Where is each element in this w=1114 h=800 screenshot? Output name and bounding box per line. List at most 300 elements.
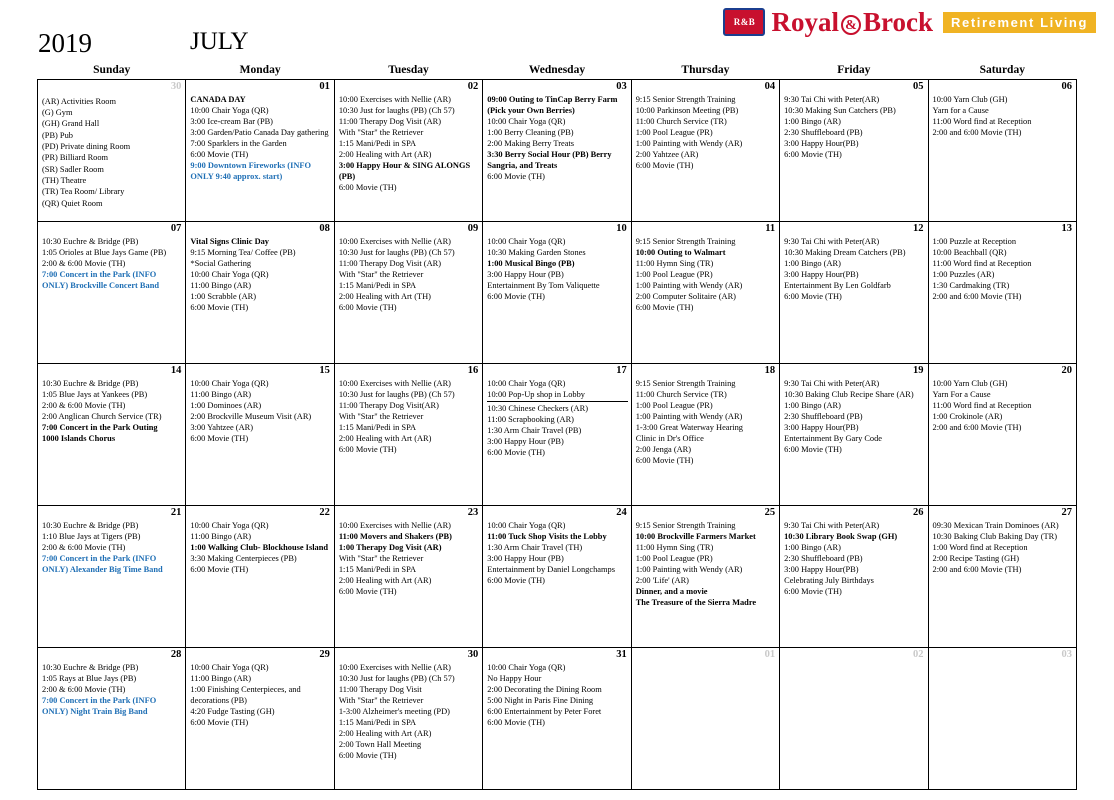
event-item: 10:30 Baking Club Recipe Share (AR) [784, 389, 914, 399]
day-event-list [483, 93, 630, 185]
page-header [0, 0, 1114, 62]
event-item: 1:15 Mani/Pedi in SPA [338, 564, 417, 574]
calendar-day-cell[interactable] [631, 80, 779, 222]
event-item: 2:00 Jenga (AR) [635, 445, 692, 455]
day-event-list [335, 519, 482, 600]
event-item: 2:00 Making Berry Treats [487, 138, 575, 148]
event-item: 10:30 Making Garden Stones [487, 247, 586, 257]
event-item: 10:00 Chair Yoga (QR) [190, 662, 269, 672]
event-item: 3:00 Garden/Patio Canada Day gathering [190, 127, 329, 137]
day-number: 20 [1061, 365, 1072, 376]
event-item: 3:00 Yahtzee (AR) [190, 422, 253, 432]
calendar-day-cell[interactable] [928, 648, 1076, 790]
calendar-day-cell[interactable] [780, 364, 928, 506]
event-item: 1:15 Mani/Pedi in SPA [338, 280, 417, 290]
event-item: 1:00 Painting with Wendy (AR) [635, 280, 743, 290]
day-event-list [632, 519, 779, 611]
event-item: 1:00 Pool League (PR) [635, 269, 713, 279]
legend-item: (GH) Grand Hall [42, 119, 100, 129]
calendar-week-row [38, 364, 1077, 506]
event-item: 10:30 Just for laughs (PB) (Ch 57) [338, 389, 455, 399]
event-item: 6:00 Movie (TH) [635, 456, 694, 466]
day-event-list [483, 661, 630, 731]
event-item: 10:00 Exercises with Nellie (AR) [338, 236, 451, 246]
event-item: Celebrating July Birthdays [784, 576, 874, 586]
day-event-list [38, 377, 185, 447]
event-item: 1:15 Mani/Pedi in SPA [338, 422, 417, 432]
event-item: 10:00 Outing to Walmart [635, 247, 726, 257]
day-event-list [929, 377, 1076, 435]
event-item: 6:00 Entertainment by Peter Foret [487, 706, 602, 716]
day-number: 05 [913, 81, 924, 92]
event-item: 2:00 Brockville Museum Visit (AR) [190, 411, 312, 421]
event-item: 1:00 Musical Bingo (PB) [487, 258, 575, 268]
calendar-day-cell[interactable] [483, 648, 631, 790]
day-event-list [335, 661, 482, 764]
event-item: 9:30 Tai Chi with Peter(AR) [784, 378, 880, 388]
event-item: 1:00 Bingo (AR) [784, 258, 841, 268]
event-item: 6:00 Movie (TH) [487, 718, 545, 728]
event-item: Entertainment By Len Goldfarb [784, 280, 891, 290]
calendar-day-cell[interactable] [334, 80, 482, 222]
calendar-day-cell[interactable] [483, 80, 631, 222]
calendar-day-cell[interactable] [780, 222, 928, 364]
event-item: 2:00 & 6:00 Movie (TH) [42, 400, 126, 410]
event-item: 1:00 Painting with Wendy (AR) [635, 564, 743, 574]
legend-item: (AR) Activities Room [42, 96, 116, 106]
event-item: Vital Signs Clinic Day [190, 236, 269, 246]
legend-item: (PD) Private dining Room [42, 141, 131, 151]
calendar-day-cell[interactable] [631, 506, 779, 648]
day-event-list [483, 377, 630, 461]
event-item: 1-3:00 Great Waterway Hearing [635, 422, 743, 432]
calendar-day-cell[interactable] [186, 648, 334, 790]
event-item: 9:15 Senior Strength Training [635, 236, 736, 246]
event-item: 10:00 Chair Yoga (QR) [190, 105, 269, 115]
legend-item: (QR) Quiet Room [42, 198, 103, 208]
event-item: 2:00 & 6:00 Movie (TH) [42, 542, 126, 552]
dayname-thursday: Thursday [631, 62, 779, 80]
event-item: 10:00 Chair Yoga (QR) [190, 378, 269, 388]
event-item: 2:30 Shuffleboard (PB) [784, 411, 863, 421]
event-item: 10:00 Chair Yoga (QR) [190, 520, 269, 530]
day-event-list [186, 235, 333, 316]
event-item: 6:00 Movie (TH) [487, 576, 545, 586]
event-item: 6:00 Movie (TH) [190, 718, 249, 728]
event-item: 1:30 Arm Chair Travel (TH) [487, 542, 583, 552]
day-event-list [780, 235, 927, 305]
event-item: 3:00 Happy Hour(PB) [784, 138, 859, 148]
calendar-day-cell[interactable] [334, 222, 482, 364]
event-item: 2:00 Anglican Church Service (TR) [42, 411, 162, 421]
event-item: 9:15 Senior Strength Training [635, 378, 736, 388]
event-item: 10:00 Chair Yoga (QR) [190, 269, 269, 279]
crest-icon: R&B [723, 8, 765, 36]
event-item: 1:30 Cardmaking (TR) [932, 280, 1010, 290]
calendar-day-cell[interactable] [334, 506, 482, 648]
event-item: 6:00 Movie (TH) [635, 303, 694, 313]
event-item: 3:00 Happy Hour (PB) [487, 437, 564, 447]
event-item: 9:30 Tai Chi with Peter(AR) [784, 520, 880, 530]
event-item: 2:00 & 6:00 Movie (TH) [42, 684, 126, 694]
day-event-list [186, 519, 333, 577]
calendar-day-cell[interactable] [780, 648, 928, 790]
event-item: 1:00 Walking Club- Blockhouse Island [190, 542, 329, 552]
event-item: 6:00 Movie (TH) [487, 292, 545, 302]
event-item: 11:00 Bingo (AR) [190, 531, 252, 541]
event-item: 7:00 Concert in the Park Outing [42, 422, 158, 432]
event-item: 10:00 Beachball (QR) [932, 247, 1007, 257]
event-item: 2:00 Yahtzee (AR) [635, 150, 699, 160]
event-item: 3:00 Ice-cream Bar (PB) [190, 116, 273, 126]
day-number: 10 [616, 223, 627, 234]
event-item: 2:00 Healing with Art (AR) [338, 150, 432, 160]
event-item: 11:00 Tuck Shop Visits the Lobby [487, 531, 607, 541]
event-item: 1:30 Arm Chair Travel (PB) [487, 425, 582, 435]
day-number: 21 [170, 507, 182, 518]
event-item: 6:00 Movie (TH) [190, 564, 249, 574]
day-number: 13 [1061, 223, 1072, 234]
calendar-week-row [38, 222, 1077, 364]
day-event-list [929, 519, 1076, 577]
event-item: 6:00 Movie (TH) [190, 303, 249, 313]
event-item: 7:00 Concert in the Park (INFO ONLY) Night Train Big Band [42, 695, 157, 716]
event-item: 11:00 Word find at Reception [932, 116, 1032, 126]
event-item: 6:00 Movie (TH) [338, 303, 397, 313]
event-item: Dinner, and a movie [635, 587, 708, 597]
event-item: Clinic in Dr's Office [635, 434, 704, 444]
event-item: 3:00 Happy Hour(PB) [784, 269, 859, 279]
event-item: 2:00 Healing with Art (AR) [338, 576, 432, 586]
event-item: 11:00 Bingo (AR) [190, 389, 252, 399]
calendar-week-row [38, 506, 1077, 648]
event-item: 10:30 Euchre & Bridge (PB) [42, 520, 139, 530]
event-item: 11:00 Bingo (AR) [190, 280, 252, 290]
event-item: 9:00 Downtown Fireworks (INFO ONLY 9:40 approx. start) [190, 161, 312, 182]
event-item: 1:05 Blue Jays at Yankees (PB) [42, 389, 148, 399]
day-number: 26 [913, 507, 924, 518]
event-item: 2:00 Healing with Art (AR) [338, 434, 432, 444]
brand-ampersand-icon: & [841, 15, 861, 35]
calendar-day-cell[interactable] [928, 364, 1076, 506]
brand-wordmark [771, 6, 933, 37]
event-item: 11:00 Hymn Sing (TR) [635, 258, 714, 268]
day-event-list [483, 235, 630, 305]
event-item: 2:00 Computer Solitaire (AR) [635, 292, 736, 302]
day-number: 09 [467, 223, 479, 234]
day-number: 07 [170, 223, 182, 234]
event-item: 1:05 Orioles at Blue Jays Game (PB) [42, 247, 167, 257]
day-number: 29 [319, 649, 330, 660]
event-item: 1:00 Bingo (AR) [784, 116, 841, 126]
calendar-month: JULY [190, 28, 249, 55]
day-number: 14 [170, 365, 182, 376]
event-item: 9:15 Senior Strength Training [635, 94, 736, 104]
event-item: 6:00 Movie (TH) [190, 434, 249, 444]
event-item: 10:30 Making Dream Catchers (PB) [784, 247, 906, 257]
day-number: 22 [319, 507, 330, 518]
event-item: 10:30 Euchre & Bridge (PB) [42, 378, 139, 388]
event-item: 10:30 Euchre & Bridge (PB) [42, 662, 139, 672]
event-item: 10:00 Exercises with Nellie (AR) [338, 662, 451, 672]
legend-item: (PR) Billiard Room [42, 153, 109, 163]
calendar-day-cell[interactable] [631, 364, 779, 506]
event-item: 6:00 Movie (TH) [338, 445, 397, 455]
event-item: 11:00 Church Service (TR) [635, 389, 727, 399]
event-item: 11:00 Word find at Reception [932, 400, 1032, 410]
event-item: 1:00 Scrabble (AR) [190, 292, 257, 302]
event-item: 1:00 Puzzle at Reception [932, 236, 1017, 246]
event-item: 1:00 Bingo (AR) [784, 542, 841, 552]
calendar-grid [37, 62, 1077, 790]
event-item: 6:00 Movie (TH) [784, 587, 842, 597]
event-item: 10:00 Parkinson Meeting (PB) [635, 105, 739, 115]
event-item: 10:00 Yarn Club (GH) [932, 378, 1008, 388]
day-number: 16 [467, 365, 479, 376]
calendar-header-row [38, 62, 1077, 80]
event-item: 10:30 Chinese Checkers (AR) [487, 403, 588, 413]
event-item: 1:00 Finishing Centerpieces, and decorations (PB) [190, 684, 301, 705]
dayname-sunday: Sunday [38, 62, 186, 80]
event-item: 09:00 Outing to TinCap Berry Farm (Pick your Own Berries) [487, 94, 618, 115]
event-item: 7:00 Concert in the Park (INFO ONLY) Brockville Concert Band [42, 269, 160, 290]
event-item: 6:00 Movie (TH) [338, 183, 397, 193]
event-item: 10:30 Making Sun Catchers (PB) [784, 105, 896, 115]
event-item: 6:00 Movie (TH) [338, 587, 397, 597]
dayname-friday: Friday [780, 62, 928, 80]
day-event-list [335, 93, 482, 196]
calendar-day-cell[interactable] [631, 222, 779, 364]
day-number: 01 [764, 649, 776, 660]
calendar-day-cell[interactable] [483, 222, 631, 364]
day-event-list [483, 519, 630, 589]
event-item: 11:00 Word find at Reception [932, 258, 1032, 268]
event-item: 6:00 Movie (TH) [338, 751, 397, 761]
event-item: 2:00 Decorating the Dining Room [487, 684, 602, 694]
event-item: 10:00 Yarn Club (GH) [932, 94, 1008, 104]
day-event-list [929, 235, 1076, 305]
event-item: 1:00 Dominoes (AR) [190, 400, 262, 410]
legend-item: (SR) Sadler Room [42, 164, 104, 174]
event-item: 5:00 Night in Paris Fine Dining [487, 695, 594, 705]
day-number: 04 [764, 81, 776, 92]
legend-item: (G) Gym [42, 107, 73, 117]
event-item: 2:00 Healing with Art (AR) [338, 729, 432, 739]
calendar-day-cell[interactable] [38, 506, 186, 648]
calendar-day-cell[interactable] [334, 364, 482, 506]
event-item: 10:30 Just for laughs (PB) (Ch 57) [338, 105, 455, 115]
day-event-list [780, 519, 927, 600]
event-item: Yarn for a Cause [932, 105, 989, 115]
event-item: 11:00 Therapy Dog Visit(AR) [338, 400, 439, 410]
event-item: 2:00 & 6:00 Movie (TH) [42, 258, 126, 268]
event-item: 6:00 Movie (TH) [487, 172, 545, 182]
event-item: 9:15 Senior Strength Training [635, 520, 736, 530]
day-event-list [780, 93, 927, 163]
day-number: 08 [319, 223, 330, 234]
event-item: 11:00 Bingo (AR) [190, 673, 252, 683]
event-item: 2:30 Shuffleboard (PB) [784, 553, 863, 563]
calendar-day-cell[interactable] [38, 364, 186, 506]
event-item: 10:00 Exercises with Nellie (AR) [338, 520, 451, 530]
event-item: 3:00 Happy Hour(PB) [784, 422, 859, 432]
day-number: 03 [1061, 649, 1072, 660]
calendar-day-cell[interactable] [780, 506, 928, 648]
event-item: 11:00 Movers and Shakers (PB) [338, 531, 452, 541]
calendar-day-cell[interactable] [186, 222, 334, 364]
room-legend [38, 93, 185, 211]
day-number: 01 [319, 81, 330, 92]
day-number: 11 [765, 223, 776, 234]
event-item: 4:20 Fudge Tasting (GH) [190, 706, 275, 716]
event-item: 1:10 Blue Jays at Tigers (PB) [42, 531, 141, 541]
calendar-day-cell[interactable] [38, 80, 186, 222]
event-item: Entertainment by Daniel Longchamps [487, 564, 615, 574]
event-item: The Treasure of the Sierra Madre [635, 598, 757, 608]
day-number: 02 [467, 81, 479, 92]
dayname-saturday: Saturday [928, 62, 1076, 80]
event-item: 1:15 Mani/Pedi in SPA [338, 138, 417, 148]
event-item: 1:00 Berry Cleaning (PB) [487, 127, 574, 137]
day-event-list [186, 93, 333, 185]
event-item: 10:30 Just for laughs (PB) (Ch 57) [338, 247, 455, 257]
event-item: 1-3:00 Alzheimer's meeting (PD) [338, 706, 450, 716]
event-item: No Happy Hour [487, 673, 542, 683]
event-item: 2:00 and 6:00 Movie (TH) [932, 127, 1022, 137]
calendar-day-cell[interactable] [928, 506, 1076, 648]
event-item: CANADA DAY [190, 94, 246, 104]
brand-word-brock: Brock [862, 6, 933, 37]
event-item: 6:00 Movie (TH) [487, 448, 545, 458]
event-item: With "Star" the Retriever [338, 411, 424, 421]
event-item: 3:00 Happy Hour (PB) [487, 269, 564, 279]
day-event-list [38, 661, 185, 719]
event-item: 2:00 and 6:00 Movie (TH) [932, 564, 1022, 574]
event-item: 10:00 Pop-Up shop in Lobby [487, 389, 627, 402]
calendar-day-cell[interactable] [38, 222, 186, 364]
event-item: 11:00 Therapy Dog Visit [338, 684, 422, 694]
day-event-list [780, 377, 927, 458]
event-item: 2:00 and 6:00 Movie (TH) [932, 292, 1022, 302]
calendar-day-cell[interactable] [928, 222, 1076, 364]
event-item: 1:00 Painting with Wendy (AR) [635, 138, 743, 148]
day-event-list [186, 377, 333, 447]
day-number: 30 [467, 649, 479, 660]
day-event-list [632, 235, 779, 316]
event-item: 1:15 Mani/Pedi in SPA [338, 718, 417, 728]
event-item: 6:00 Movie (TH) [784, 445, 842, 455]
event-item: 2:00 and 6:00 Movie (TH) [932, 422, 1022, 432]
event-item: 10:30 Euchre & Bridge (PB) [42, 236, 139, 246]
day-event-list [632, 377, 779, 469]
calendar-day-cell[interactable] [631, 648, 779, 790]
calendar-day-cell[interactable] [186, 506, 334, 648]
day-number: 31 [616, 649, 627, 660]
calendar-day-cell[interactable] [483, 364, 631, 506]
event-item: 2:00 'Life' (AR) [635, 576, 689, 586]
legend-item: (TR) Tea Room/ Library [42, 187, 125, 197]
day-event-list [38, 235, 185, 293]
event-item: 11:00 Hymn Sing (TR) [635, 542, 714, 552]
event-item: 11:00 Scrapbooking (AR) [487, 414, 574, 424]
day-number: 19 [913, 365, 924, 376]
event-item: 10:00 Exercises with Nellie (AR) [338, 378, 451, 388]
event-item: 1:00 Bingo (AR) [784, 400, 841, 410]
event-item: 1:05 Rays at Blue Jays (PB) [42, 673, 137, 683]
day-number: 18 [764, 365, 776, 376]
calendar-day-cell[interactable] [186, 80, 334, 222]
brand-logo [723, 8, 1096, 36]
day-number: 03 [616, 81, 627, 92]
calendar-day-cell[interactable] [334, 648, 482, 790]
event-item: 10:00 Chair Yoga (QR) [487, 378, 566, 388]
legend-item: (TH) Theatre [42, 175, 87, 185]
event-item: 10:00 Chair Yoga (QR) [487, 520, 566, 530]
brand-word-royal: Royal [771, 6, 839, 37]
day-number: 30 [170, 81, 182, 92]
event-item: 6:00 Movie (TH) [635, 161, 694, 171]
day-event-list [38, 519, 185, 577]
event-item: 2:00 Town Hall Meeting [338, 740, 422, 750]
event-item: 3:30 Berry Social Hour (PB) Berry Sangria, and Treats [487, 150, 612, 171]
calendar-day-cell[interactable] [483, 506, 631, 648]
day-number: 15 [319, 365, 330, 376]
day-number: 25 [764, 507, 776, 518]
day-event-list [335, 377, 482, 458]
event-item: 7:00 Concert in the Park (INFO ONLY) Alexander Big Time Band [42, 553, 163, 574]
day-number: 27 [1061, 507, 1072, 518]
event-item: 7:00 Sparklers in the Garden [190, 138, 287, 148]
day-number: 17 [616, 365, 627, 376]
event-item: 2:30 Shuffleboard (PB) [784, 127, 863, 137]
calendar-day-cell[interactable] [928, 80, 1076, 222]
event-item: 1:00 Pool League (PR) [635, 127, 713, 137]
event-item: 2:00 Recipe Tasting (GH) [932, 553, 1020, 563]
brand-tagline: Retirement Living [943, 12, 1096, 33]
calendar-day-cell[interactable] [186, 364, 334, 506]
event-item: 09:30 Mexican Train Dominoes (AR) [932, 520, 1059, 530]
calendar-day-cell[interactable] [780, 80, 928, 222]
event-item: 3:00 Happy Hour(PB) [784, 564, 859, 574]
day-event-list [186, 661, 333, 731]
event-item: 10:00 Chair Yoga (QR) [487, 662, 566, 672]
event-item: *Social Gathering [190, 258, 252, 268]
day-number: 23 [467, 507, 479, 518]
event-item: 6:00 Movie (TH) [190, 150, 249, 160]
day-number: 02 [913, 649, 924, 660]
event-item: 10:30 Baking Club Baking Day (TR) [932, 531, 1057, 541]
event-item: 11:00 Church Service (TR) [635, 116, 727, 126]
event-item: 3:00 Happy Hour & SING ALONGS (PB) [338, 161, 471, 182]
calendar-day-cell[interactable] [38, 648, 186, 790]
event-item: 1:00 Word find at Reception [932, 542, 1028, 552]
event-item: 1:00 Pool League (PR) [635, 400, 713, 410]
event-item: 3:00 Happy Hour (PB) [487, 553, 564, 563]
event-item: 10:00 Exercises with Nellie (AR) [338, 94, 451, 104]
dayname-wednesday: Wednesday [483, 62, 631, 80]
event-item: 10:00 Chair Yoga (QR) [487, 116, 566, 126]
event-item: 2:00 Healing with Art (TH) [338, 292, 431, 302]
calendar-week-row [38, 80, 1077, 222]
event-item: With "Star" the Retriever [338, 127, 424, 137]
day-event-list [335, 235, 482, 316]
event-item: 6:00 Movie (TH) [784, 150, 842, 160]
day-number: 28 [170, 649, 182, 660]
dayname-tuesday: Tuesday [334, 62, 482, 80]
event-item: 9:30 Tai Chi with Peter(AR) [784, 94, 880, 104]
event-item: 3:30 Making Centerpieces (PB) [190, 553, 297, 563]
event-item: With "Star" the Retriever [338, 553, 424, 563]
